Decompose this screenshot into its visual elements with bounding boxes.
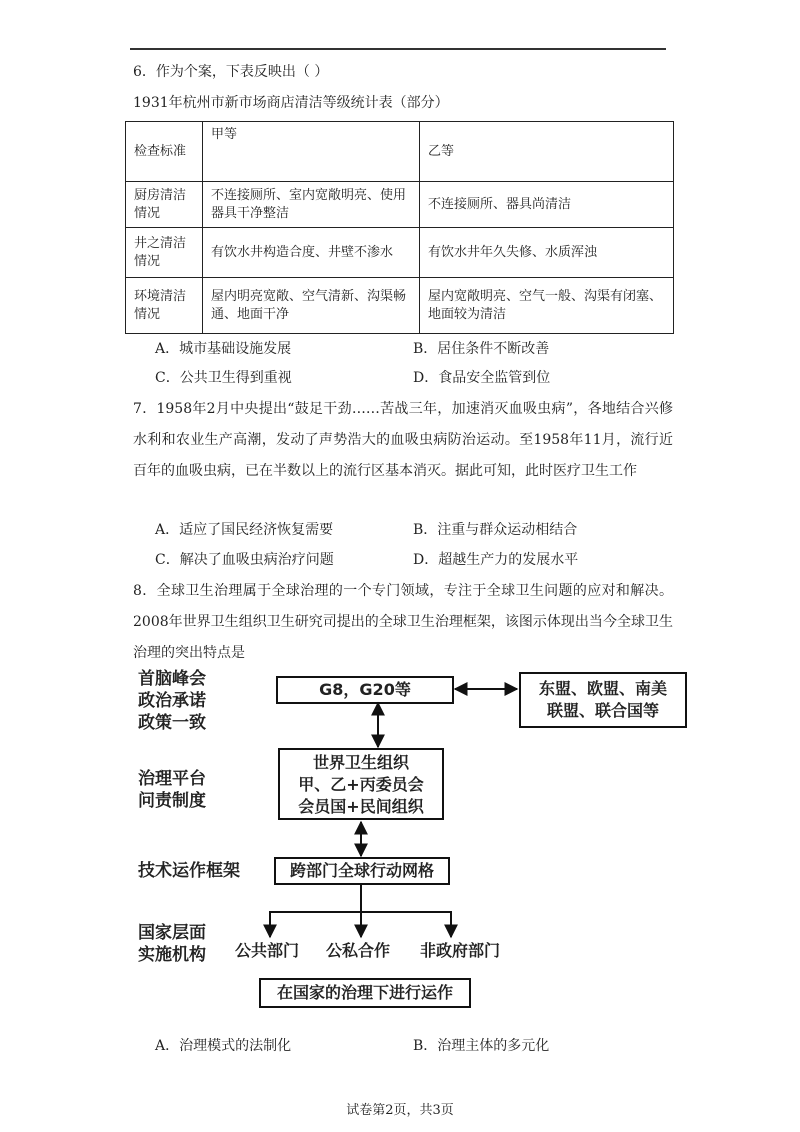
table-header-cell: 乙等 bbox=[420, 122, 674, 182]
header-rule bbox=[130, 48, 666, 50]
q7-option-c[interactable]: C．解决了血吸虫病治疗问题 bbox=[155, 552, 334, 568]
table-row bbox=[126, 278, 674, 334]
table-cell: 不连接厕所、器具尚清洁 bbox=[420, 182, 674, 228]
governance-framework-diagram bbox=[130, 664, 690, 1024]
table-cell: 不连接厕所、室内宽敞明亮、使用器具干净整洁 bbox=[203, 182, 420, 228]
table-cell: 井之清洁情况 bbox=[126, 228, 203, 278]
box-cross-sector-network: 跨部门全球行动网格 bbox=[274, 857, 450, 885]
table-header-row bbox=[126, 122, 674, 182]
box-g8-g20: G8，G20等 bbox=[276, 676, 454, 704]
q6-option-b[interactable]: B．居住条件不断改善 bbox=[413, 341, 550, 357]
q6-option-c[interactable]: C．公共卫生得到重视 bbox=[155, 370, 292, 386]
q8-option-a[interactable]: A．治理模式的法制化 bbox=[155, 1038, 292, 1054]
q7-stem: 7．1958年2月中央提出“鼓足干劲……苦战三年，加速消灭血吸虫病”，各地结合兴修水利和农业生产高潮，发动了声势浩大的血吸虫病防治运动。至1958年11月，流行近百年的血吸虫病，已在半数以上的流行区基本消灭。据此可知，此时医疗卫生工作 bbox=[133, 401, 673, 479]
table-cell: 屋内明亮宽敞、空气清新、沟渠畅通、地面干净 bbox=[203, 278, 420, 334]
box-who: 世界卫生组织 甲、乙+丙委员会 会员国+民间组织 bbox=[278, 748, 444, 820]
table-row bbox=[126, 182, 674, 228]
q7-option-d[interactable]: D．超越生产力的发展水平 bbox=[413, 552, 579, 568]
q8-stem: 8．全球卫生治理属于全球治理的一个专门领域，专注于全球卫生问题的应对和解决。2008年世界卫生组织卫生研究司提出的全球卫生治理框架，该图示体现出当今全球卫生治理的突出特点是 bbox=[133, 583, 673, 661]
table-row bbox=[126, 228, 674, 278]
q7-option-a[interactable]: A．适应了国民经济恢复需要 bbox=[155, 522, 334, 538]
page-footer: 试卷第2页，共3页 bbox=[346, 1103, 454, 1118]
q6-stem: 6．作为个案，下表反映出（ ） bbox=[133, 64, 329, 80]
label-national: 国家层面 实施机构 bbox=[138, 923, 206, 965]
table-cell: 厨房清洁情况 bbox=[126, 182, 203, 228]
table-cell: 有饮水井构造合度、井壁不渗水 bbox=[203, 228, 420, 278]
q6-option-d[interactable]: D．食品安全监管到位 bbox=[413, 370, 551, 386]
box-regional-organizations: 东盟、欧盟、南美 联盟、联合国等 bbox=[519, 672, 687, 728]
table-cell: 屋内宽敞明亮、空气一般、沟渠有闭塞、地面较为清洁 bbox=[420, 278, 674, 334]
table-cell: 有饮水井年久失修、水质浑浊 bbox=[420, 228, 674, 278]
table-header-cell: 检查标准 bbox=[126, 122, 203, 182]
table-cell: 环境清洁情况 bbox=[126, 278, 203, 334]
sector-ngo: 非政府部门 bbox=[420, 941, 501, 960]
label-summit: 首脑峰会 政治承诺 政策一致 bbox=[138, 669, 206, 733]
q6-option-a[interactable]: A．城市基础设施发展 bbox=[155, 341, 292, 357]
sector-public-private: 公私合作 bbox=[326, 941, 391, 960]
q7-option-b[interactable]: B．注重与群众运动相结合 bbox=[413, 522, 578, 538]
box-national-governance: 在国家的治理下进行运作 bbox=[259, 978, 471, 1008]
cleanliness-table bbox=[125, 121, 674, 334]
q6-table-caption: 1931年杭州市新市场商店清洁等级统计表（部分） bbox=[133, 95, 449, 111]
q8-option-b[interactable]: B．治理主体的多元化 bbox=[413, 1038, 550, 1054]
label-tech-framework: 技术运作框架 bbox=[138, 861, 240, 881]
table-header-cell: 甲等 bbox=[203, 122, 420, 182]
label-platform: 治理平台 问责制度 bbox=[138, 769, 206, 811]
sector-public: 公共部门 bbox=[235, 941, 300, 960]
